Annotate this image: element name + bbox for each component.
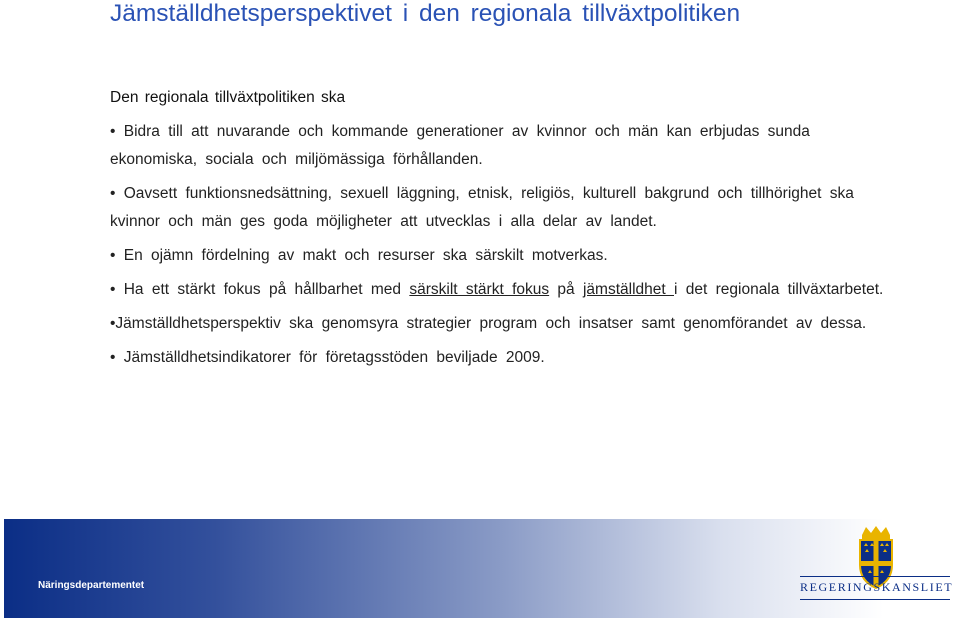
- bullet-item: • Oavsett funktionsnedsättning, sexuell läggning, etnisk, religiös, kulturell bakgrund och tillhörighet ska kvinnor och män ges goda möjligheter att utvecklas i alla delar av landet.: [110, 185, 854, 230]
- underlined-phrase: särskilt stärkt fokus: [409, 281, 550, 298]
- page-title: Jämställdhetsperspektivet i den regionala tillväxtpolitiken: [110, 0, 741, 27]
- bullet-item: [110, 276, 890, 304]
- bullet-list: [110, 118, 890, 378]
- intro-text: Den regionala tillväxtpolitiken ska: [110, 89, 346, 106]
- logo-wordmark: REGERINGSKANSLIET: [800, 580, 954, 594]
- bullet-text: i det regionala tillväxtarbetet.: [674, 281, 884, 298]
- bullet-item: • En ojämn fördelning av makt och resurser ska särskilt motverkas.: [110, 247, 608, 264]
- department-label: Näringsdepartementet: [38, 580, 145, 591]
- footer-banner: [4, 519, 960, 618]
- bullet-text: på: [549, 281, 583, 298]
- underlined-phrase: jämställdhet: [582, 281, 674, 298]
- regeringskansliet-logo: [800, 576, 954, 600]
- bullet-item: • Jämställdhetsindikatorer för företagsstöden beviljade 2009.: [110, 349, 545, 366]
- bullet-item: •Jämställdhetsperspektiv ska genomsyra strategier program och insatser samt genomförandet av dessa.: [110, 315, 867, 332]
- bullet-item: • Bidra till att nuvarande och kommande generationer av kvinnor och män kan erbjudas sunda ekonomiska, sociala och miljömässiga förhållanden.: [110, 123, 810, 168]
- bullet-text: • Ha ett stärkt fokus på hållbarhet med: [110, 281, 410, 298]
